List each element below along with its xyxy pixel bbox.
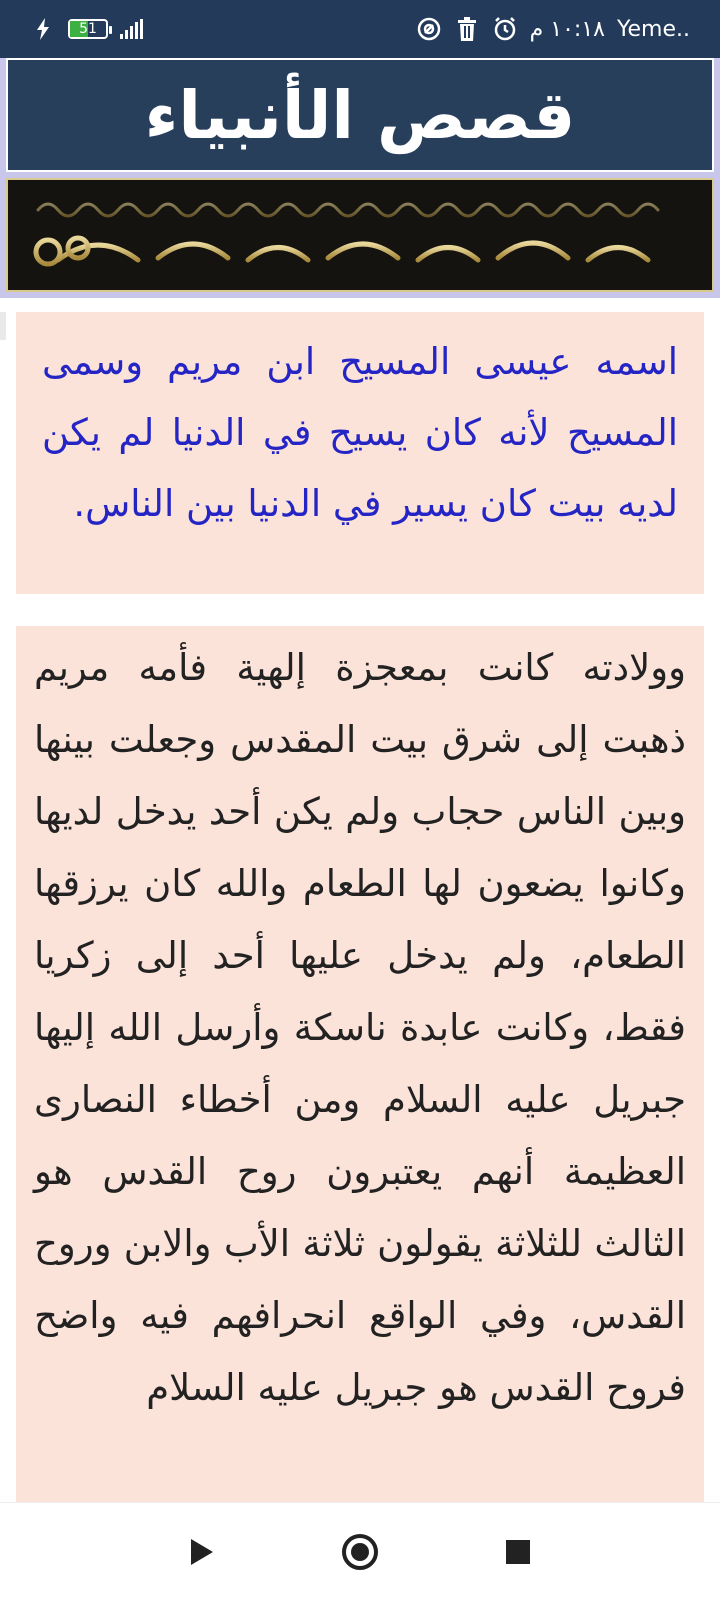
- body-card[interactable]: [16, 626, 704, 1516]
- header-frame: [0, 58, 720, 298]
- calligraphy-banner: [6, 178, 714, 292]
- status-time: ١٠:١٨ م: [529, 16, 605, 42]
- trash-icon: [454, 16, 480, 42]
- page-edge: [0, 312, 6, 340]
- status-left: [30, 16, 143, 42]
- home-icon: [341, 1533, 379, 1571]
- status-bar: [0, 0, 720, 58]
- recents-button[interactable]: [494, 1528, 542, 1576]
- back-icon: [189, 1537, 215, 1567]
- status-right: [416, 16, 690, 42]
- carrier-name: Yeme..: [616, 16, 690, 42]
- calligraphy-image: [8, 180, 712, 290]
- alarm-icon: [492, 16, 518, 42]
- back-button[interactable]: [178, 1528, 226, 1576]
- navigation-bar: [0, 1502, 720, 1601]
- battery-icon: [68, 19, 108, 39]
- charging-bolt-icon: [30, 16, 56, 42]
- banner-text: [8, 180, 9, 181]
- battery-level: 51: [79, 21, 97, 37]
- at-sign-icon: [416, 16, 442, 42]
- app-title: قصص الأنبياء: [144, 76, 576, 154]
- signal-icon: [120, 19, 143, 39]
- recents-icon: [505, 1539, 531, 1565]
- title-banner: [6, 58, 714, 172]
- intro-text: اسمه عيسى المسيح ابن مريم وسمى المسيح لأنه كان يسيح في الدنيا لم يكن لديه بيت كان يسير في الدنيا بين الناس.: [42, 340, 678, 525]
- intro-card: [16, 312, 704, 594]
- body-text: وولادته كانت بمعجزة إلهية فأمه مريم ذهبت إلى شرق بيت المقدس وجعلت بينها وبين الناس حجاب ولم يكن أحد يدخل لديها وكانوا يضعون لها الطعام والله كان يرزقها الطعام، ولم يدخل عليها أحد إلى زكريا فقط، وكانت عابدة ناسكة وأرسل الله إليها جبريل عليه السلام ومن أخطاء النصارى العظيمة أنهم يعتبرون روح القدس هو الثالث للثلاثة يقولون ثلاثة الأب والابن وروح القدس، وفي الواقع انحرافهم فيه واضح فروح القدس هو جبريل عليه السلام: [34, 646, 686, 1409]
- home-button[interactable]: [336, 1528, 384, 1576]
